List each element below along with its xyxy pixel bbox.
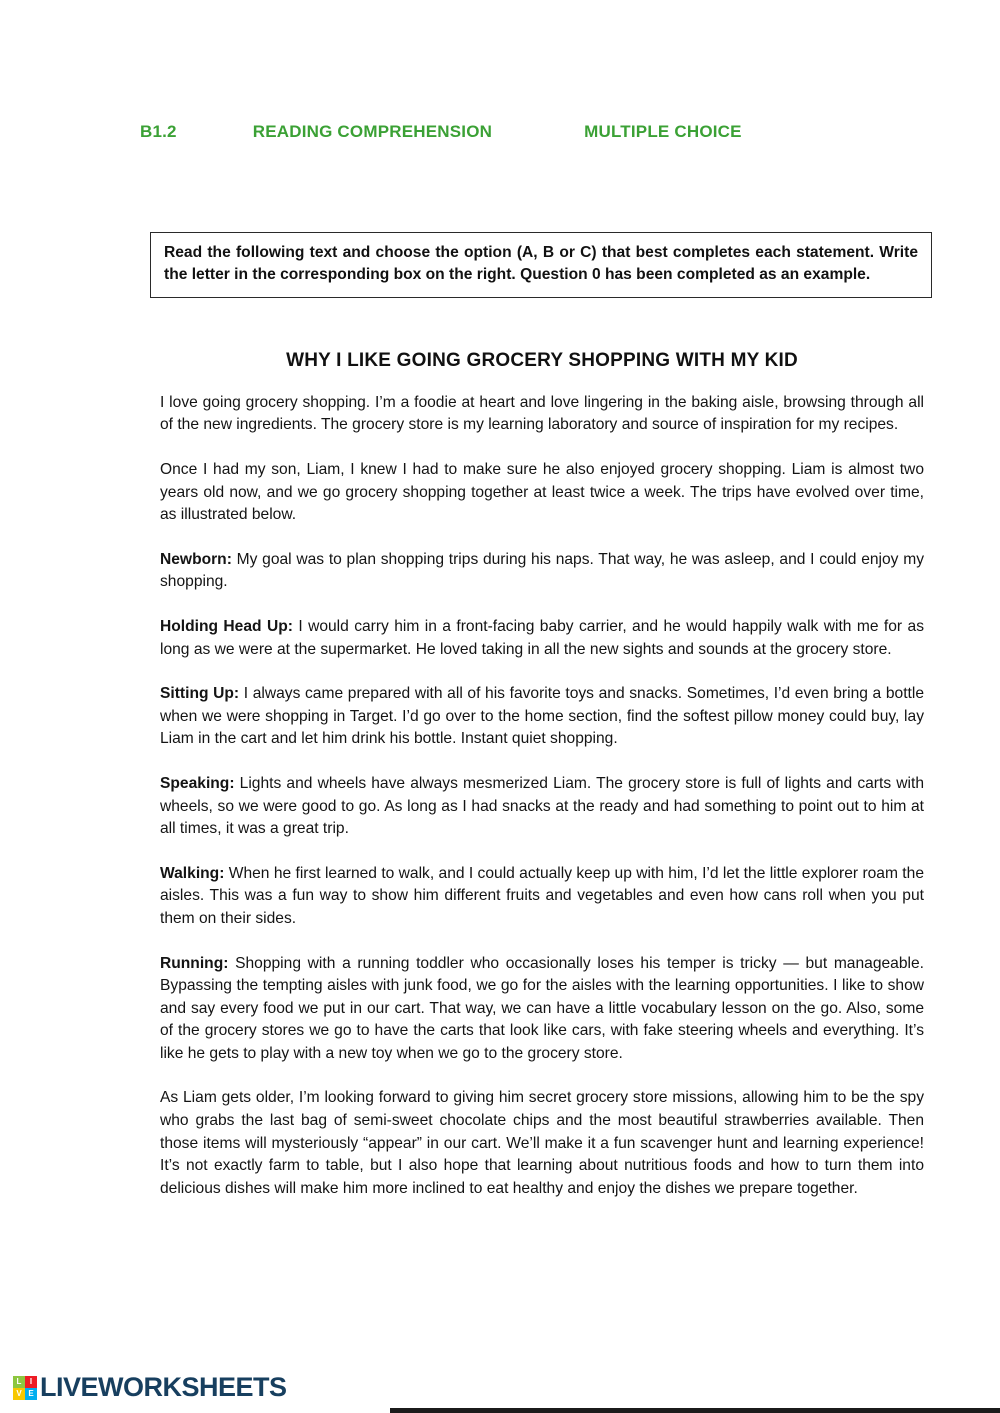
paragraph-label: Holding Head Up: [160, 617, 293, 635]
logo-cell-l: L [13, 1376, 25, 1388]
paragraph-text: I always came prepared with all of his favorite toys and snacks. Sometimes, I’d even bring a bottle when we were shopping in Target. I’d go over to the home section, find the softest pillow money could buy, lay Liam in the cart and let him drink his bottle. Instant quiet shopping. [160, 685, 924, 748]
paragraph-text: Lights and wheels have always mesmerized Liam. The grocery store is full of lights and carts with wheels, so we were good to go. As long as I had snacks at the ready and had something to point out to him at all times, it was a great trip. [160, 774, 924, 838]
paragraph-text: Shopping with a running toddler who occasionally loses his temper is tricky — but manageable. Bypassing the tempting aisles with junk food, we go for the aisles with the learning opportunities. I like to show and say every food we put in our cart. That way, we can have a little vocabulary lesson on the go. Also, some of the grocery stores we go to have the carts that look like cars, with fake steering wheels and everything. It’s like he gets to play with a new toy when we go to the grocery store. [160, 954, 924, 1062]
paragraph-text: As Liam gets older, I’m looking forward to giving him secret grocery store missions, allowing him to be the spy who grabs the last bag of semi-sweet chocolate chips and the most beautiful strawberries available. Then those items will mysteriously “appear” in our cart. We’ll make it a fun scavenger hunt and learning experience! It’s not exactly farm to table, but I also hope that learning about nutritious foods and how to turn them into delicious dishes will make him more inclined to eat healthy and enjoy the dishes we prepare together. [160, 1089, 924, 1197]
logo-cell-i: I [25, 1376, 37, 1388]
brand-name[interactable]: LIVEWORKSHEETS [40, 1372, 287, 1402]
paragraph-text: Once I had my son, Liam, I knew I had to make sure he also enjoyed grocery shopping. Liam is almost two years old now, and we go grocery shopping together at least twice a week. The trips have evolved over time, as illustrated below. [160, 461, 924, 524]
article [160, 350, 924, 1201]
paragraph-label: Sitting Up: [160, 685, 240, 703]
article-paragraph [160, 683, 924, 751]
article-paragraph [160, 392, 924, 437]
logo-cell-v: V [13, 1388, 25, 1400]
paragraph-text: I would carry him in a front-facing baby carrier, and he would happily walk with me for as long as we were at the supermarket. He loved taking in all the new sights and sounds at the grocery store. [160, 617, 924, 658]
instructions-text: Read the following text and choose the option (A, B or C) that best completes each statement. Write the letter in the corresponding box on the right. Question 0 has been completed as an example. [164, 244, 918, 284]
paragraph-label: Newborn: [160, 550, 232, 568]
exercise-type-label: MULTIPLE CHOICE [584, 122, 742, 141]
paragraph-text: I love going grocery shopping. I’m a foodie at heart and love lingering in the baking aisle, browsing through all of the new ingredients. The grocery store is my learning laboratory and source of inspiration for my recipes. [160, 393, 924, 434]
liveworksheets-logo-icon [13, 1376, 37, 1400]
article-paragraph [160, 1087, 924, 1200]
instructions-box [150, 232, 932, 298]
level-label: B1.2 [140, 122, 177, 141]
worksheet-header [0, 0, 1000, 142]
paragraph-label: Speaking: [160, 774, 235, 792]
logo-cell-e: E [25, 1388, 37, 1400]
article-paragraph [160, 549, 924, 594]
paragraph-text: My goal was to plan shopping trips during his naps. That way, he was asleep, and I could enjoy my shopping. [160, 550, 924, 591]
article-paragraph [160, 773, 924, 841]
paragraph-label: Walking: [160, 864, 225, 882]
article-paragraph [160, 616, 924, 661]
page-bottom-edge-artifact [390, 1408, 1000, 1413]
article-paragraph [160, 953, 924, 1066]
article-title: WHY I LIKE GOING GROCERY SHOPPING WITH MY KID [286, 349, 798, 371]
footer-brand[interactable] [13, 1372, 287, 1403]
section-title: READING COMPREHENSION [252, 122, 493, 141]
paragraph-list [160, 392, 924, 1201]
paragraph-text: When he first learned to walk, and I could actually keep up with him, I’d let the little explorer roam the aisles. This was a fun way to show him different fruits and vegetables and even how cans roll when you put them on their sides. [160, 864, 924, 927]
article-paragraph [160, 459, 924, 527]
article-paragraph [160, 863, 924, 931]
paragraph-label: Running: [160, 954, 229, 972]
